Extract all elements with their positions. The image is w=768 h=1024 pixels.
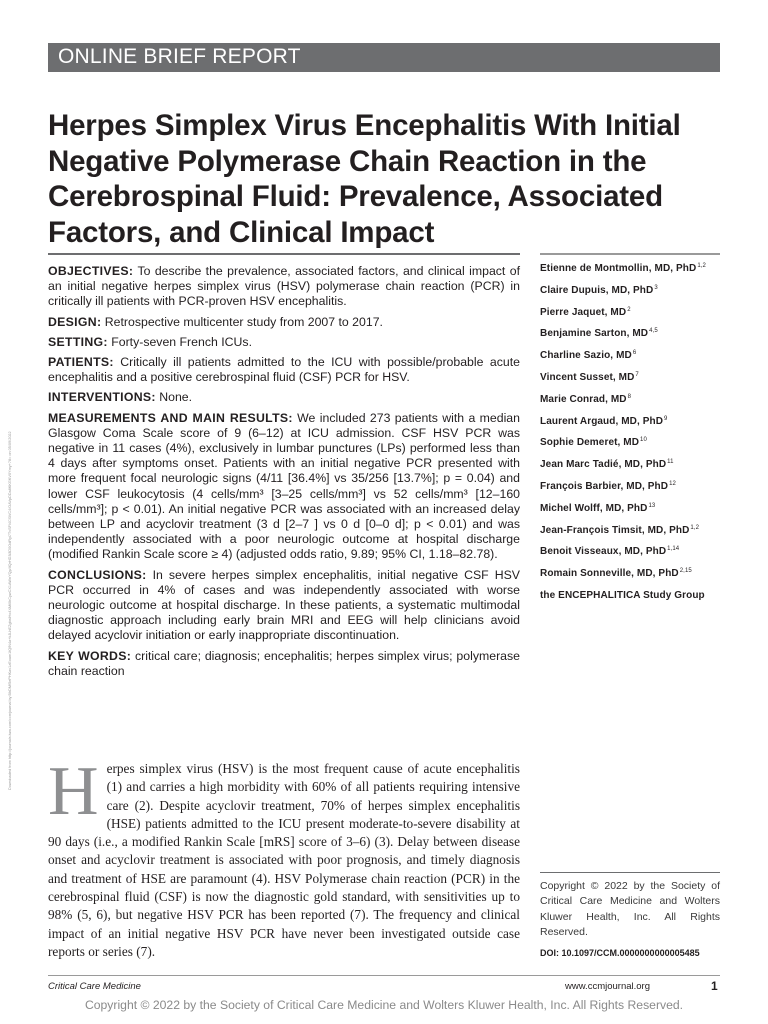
author-name: Laurent Argaud, MD, PhD bbox=[540, 415, 664, 427]
author-name: the ENCEPHALITICA Study Group bbox=[540, 589, 705, 601]
author-name: Claire Dupuis, MD, PhD bbox=[540, 284, 654, 296]
author bbox=[540, 301, 720, 323]
abstract-label: MEASUREMENTS AND MAIN RESULTS: bbox=[48, 410, 293, 425]
author bbox=[540, 540, 720, 562]
author bbox=[540, 322, 720, 344]
author-name: Jean Marc Tadié, MD, PhD bbox=[540, 459, 667, 471]
author bbox=[540, 584, 720, 606]
abstract-label: PATIENTS: bbox=[48, 355, 114, 370]
author bbox=[540, 257, 720, 279]
author-affiliation: 10 bbox=[640, 437, 647, 444]
author bbox=[540, 475, 720, 497]
copyright-box bbox=[540, 872, 720, 940]
abstract-label: OBJECTIVES: bbox=[48, 264, 134, 278]
author-affiliation: 2,15 bbox=[679, 568, 692, 575]
author-affiliation: 9 bbox=[664, 415, 668, 422]
abstract-results bbox=[48, 411, 520, 563]
abstract-text: Forty-seven French ICUs. bbox=[107, 334, 252, 349]
author-affiliation: 2 bbox=[627, 306, 631, 313]
abstract-text: To describe the prevalence, associated factors, and clinical impact of an initial negative herpes simplex virus (HSV) polymerase chain reaction (PCR) in critically ill patients with PCR-proven HSV encephalitis. bbox=[48, 264, 520, 309]
abstract-text: In severe herpes simplex encephalitis, initial negative CSF HSV PCR occurred in 4% of cases and was independently associated with worse neurologic outcome at hospital discharge. In these patients, a systematic multimodal diagnostic approach including early brain MRI and EEG will help clinicians avoid delayed acyclovir initiation or early inappropriate discontinuation. bbox=[48, 567, 520, 643]
doi-link[interactable]: DOI: 10.1097/CCM.0000000000005485 bbox=[540, 948, 700, 958]
abstract-text: critical care; diagnosis; encephalitis; herpes simplex virus; polymerase chain reaction bbox=[48, 648, 520, 678]
author bbox=[540, 388, 720, 410]
section-banner bbox=[48, 43, 720, 72]
author-name: Michel Wolff, MD, PhD bbox=[540, 502, 648, 514]
author-affiliation: 12 bbox=[669, 480, 676, 487]
abstract-label: KEY WORDS: bbox=[48, 648, 132, 663]
author-name: Vincent Susset, MD bbox=[540, 371, 635, 383]
author-affiliation: 1,2 bbox=[697, 263, 706, 269]
author-list bbox=[540, 253, 720, 606]
author-name: Romain Sonneville, MD, PhD bbox=[540, 568, 679, 580]
abstract-patients bbox=[48, 355, 520, 385]
author-affiliation: 3 bbox=[654, 284, 658, 291]
author bbox=[540, 366, 720, 388]
author-name: Sophie Demeret, MD bbox=[540, 437, 640, 449]
author-affiliation: 4,5 bbox=[649, 328, 658, 335]
author-name: Etienne de Montmollin, MD, PhD bbox=[540, 263, 697, 274]
author-affiliation: 8 bbox=[627, 393, 632, 400]
author-name: Benoit Visseaux, MD, PhD bbox=[540, 546, 667, 558]
drop-cap: H bbox=[48, 753, 99, 830]
abstract-conclusions bbox=[48, 568, 520, 644]
copyright-text: Copyright © 2022 by the Society of Critical Care Medicine and Wolters Kluwer Health, Inc. All Rights Reserved. bbox=[540, 880, 720, 938]
abstract-key-words bbox=[48, 649, 520, 679]
author bbox=[540, 519, 720, 541]
abstract bbox=[48, 253, 520, 679]
author bbox=[540, 453, 720, 475]
author-affiliation: 7 bbox=[635, 371, 639, 378]
abstract-text: We included 273 patients with a median Glasgow Coma Scale score of 9 (6–12) at ICU admission. CSF HSV PCR was negative in 11 cases (4%), exclusively in lumbar punctures (LPs) performed less than 4 days after symptoms onset. Patients with an initial negative PCR presented with more frequent focal neurologic signs (4/11 [36.4%] vs 35/256 [13.7%]; p = 0.04) and lower CSF leukocytosis (4 cells/mm³ [3–25 cells/mm³] vs 52 cells/mm³ [12–160 cells/mm³]; p < 0.01). An initial negative PCR was associated with an increased delay between LP and acyclovir treatment (3 d [2–7 ] vs 0 d [0–0 d]; p < 0.01) and was independently associated with a poor neurologic outcome at hospital discharge (modified Rankin Scale score ≥ 4) (adjusted odds ratio, 9.89; 95% CI, 1.18–82.78). bbox=[48, 410, 520, 562]
abstract-interventions bbox=[48, 390, 520, 405]
abstract-label: CONCLUSIONS: bbox=[48, 567, 147, 582]
author-name: Benjamine Sarton, MD bbox=[540, 328, 649, 340]
banner-label: ONLINE BRIEF REPORT bbox=[58, 45, 301, 68]
abstract-label: INTERVENTIONS: bbox=[48, 390, 156, 405]
author-name: Jean-François Timsit, MD, PhD bbox=[540, 524, 690, 536]
abstract-label: DESIGN: bbox=[48, 314, 102, 329]
download-notice: Downloaded from http://journals.lww.com/ccmjournal by BhDMf5ePHKav1zEoum1tQfN4a+kJLhEZgbsIHo4XMi0hCywCX1AWnYQp/IlQrHD3i3D0OdRyi7TvSFl4Cf3VC4/OAVpDDa8KKGKV0Ymy+78= on 05/09/2022 bbox=[8, 431, 12, 790]
journal-url[interactable]: www.ccmjournal.org bbox=[565, 981, 650, 992]
intro-text: erpes simplex virus (HSV) is the most frequent cause of acute encephalitis (1) and carries a high morbidity with 60% of all patients requiring intensive care (2). Despite acyclovir treatment, 70% of herpes simplex encephalitis (HSE) patients admitted to the ICU present moderate-to-severe disability at 90 days (i.e., a modified Rankin Scale [mRS] score of 3–6) (3). Delay between disease onset and acyclovir treatment is associated with poor prognosis, and timely diagnosis and treatment of HSE are paramount (4). HSV Polymerase chain reaction (PCR) in the cerebrospinal fluid (CSF) is now the diagnostic gold standard, with sensitivities up to 98% (5, 6), but negative HSV PCR has been reported (7). The frequency and clinical impact of an initial negative HSV PCR have never been investigated outside case reports or series (7). bbox=[48, 761, 520, 959]
article-title: Herpes Simplex Virus Encephalitis With Initial Negative Polymerase Chain Reaction in the Cerebrospinal Fluid: Prevalence, Associated Factors, and Clinical Impact bbox=[48, 109, 681, 249]
author-affiliation: 11 bbox=[667, 459, 674, 466]
author bbox=[540, 279, 720, 301]
author-name: Charline Sazio, MD bbox=[540, 350, 632, 362]
footer-divider bbox=[48, 975, 720, 976]
abstract-setting bbox=[48, 335, 520, 350]
abstract-design bbox=[48, 315, 520, 330]
author-affiliation: 13 bbox=[648, 502, 656, 509]
abstract-text: None. bbox=[155, 390, 193, 405]
author bbox=[540, 431, 720, 453]
abstract-label: SETTING: bbox=[48, 334, 108, 349]
author bbox=[540, 562, 720, 584]
author bbox=[540, 497, 720, 519]
author bbox=[540, 410, 720, 432]
abstract-objectives bbox=[48, 264, 520, 310]
journal-name: Critical Care Medicine bbox=[48, 981, 141, 992]
abstract-text: Critically ill patients admitted to the ICU with possible/probable acute encephalitis and a positive cerebrospinal fluid (CSF) PCR for HSV. bbox=[48, 355, 520, 385]
intro-paragraph bbox=[48, 753, 520, 961]
bottom-copyright: Copyright © 2022 by the Society of Critical Care Medicine and Wolters Kluwer Health, Inc. All Rights Reserved. bbox=[84, 998, 684, 1012]
author-affiliation: 1,2 bbox=[690, 524, 700, 531]
abstract-text: Retrospective multicenter study from 2007 to 2017. bbox=[101, 314, 383, 329]
author-affiliation: 6 bbox=[632, 350, 637, 357]
author-name: Marie Conrad, MD bbox=[540, 393, 627, 405]
author-name: Pierre Jaquet, MD bbox=[540, 306, 627, 318]
author-name: François Barbier, MD, PhD bbox=[540, 480, 669, 492]
author-affiliation: 1,14 bbox=[667, 546, 680, 553]
page-number: 1 bbox=[711, 979, 718, 993]
author bbox=[540, 344, 720, 366]
